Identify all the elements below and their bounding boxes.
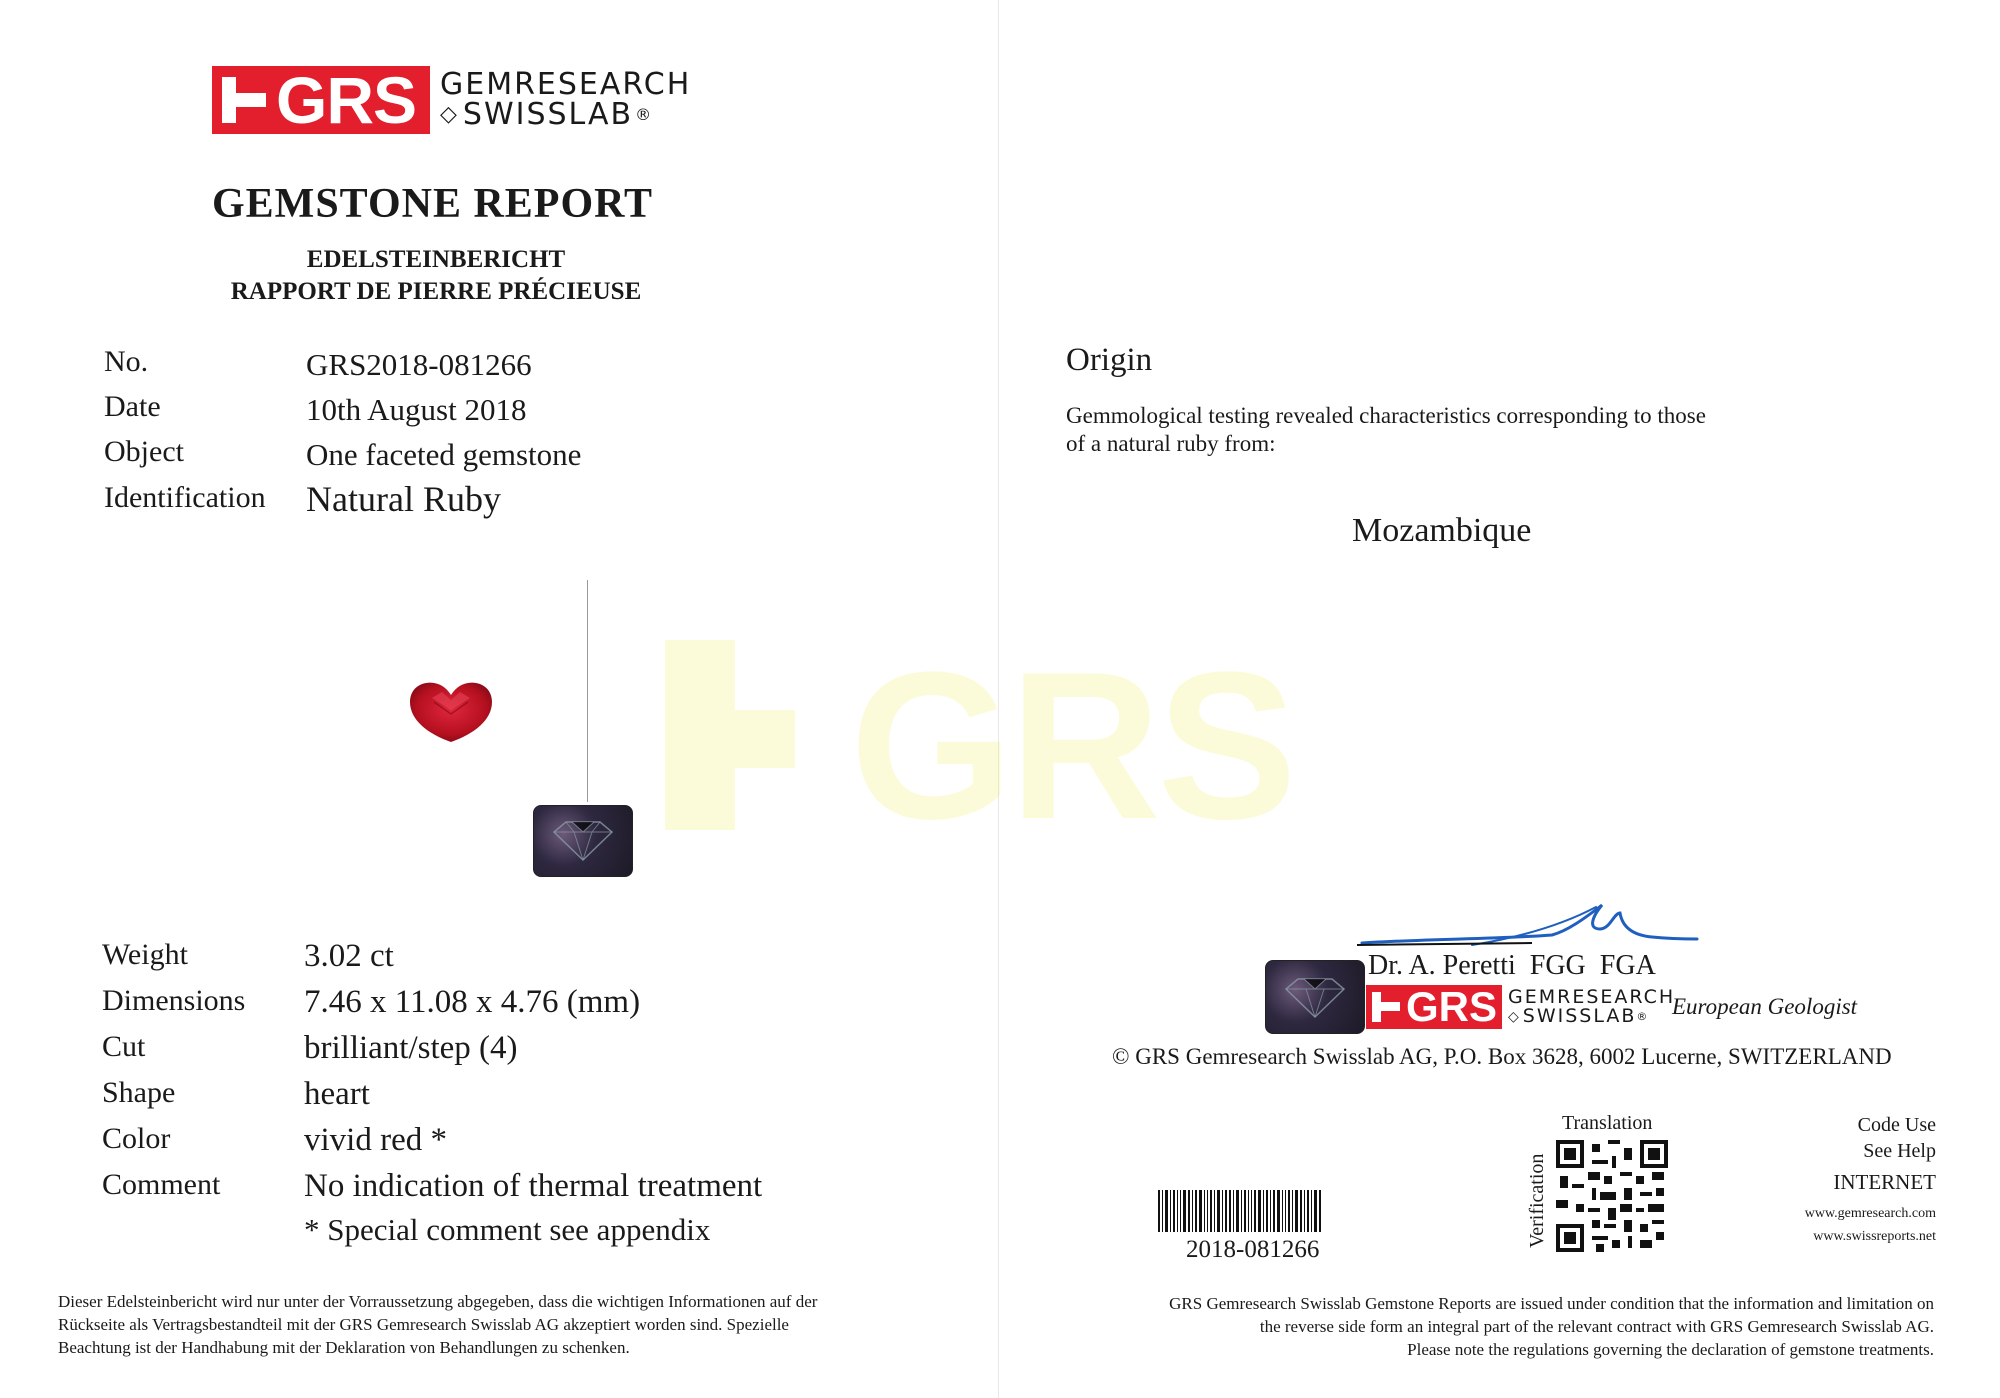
logo-line1-small: GEMRESEARCH — [1508, 986, 1676, 1008]
spec-value-shape: heart — [304, 1076, 370, 1112]
spec-label-dimensions: Dimensions — [102, 984, 246, 1017]
special-comment-note: * Special comment see appendix — [304, 1212, 711, 1247]
spec-label-comment: Comment — [102, 1168, 221, 1201]
code-use-label: Code Use — [1857, 1114, 1936, 1136]
subtitle-fr: RAPPORT DE PIERRE PRÉCIEUSE — [230, 278, 642, 305]
watermark-text: GRS — [850, 628, 1294, 863]
origin-text-line: of a natural ruby from: — [1066, 431, 1276, 456]
qr-side-label: Verification — [1526, 1153, 1548, 1248]
disclaimer-de-line: Beachtung ist der Handhabung mit der Deklaration von Behandlungen zu schenken. — [58, 1338, 630, 1357]
company-address: © GRS Gemresearch Swisslab AG, P.O. Box 3628, 6002 Lucerne, SWITZERLAND — [1112, 1044, 1892, 1069]
detail-label-object: Object — [104, 435, 184, 468]
hologram-seal-right — [1265, 960, 1365, 1034]
logo-line2: SWISSLAB — [462, 97, 634, 132]
detail-label-no: No. — [104, 345, 149, 378]
website-link-swissreports[interactable]: www.swissreports.net — [1813, 1229, 1936, 1244]
logo-line1: GEMRESEARCH — [440, 67, 692, 102]
disclaimer-en-line: the reverse side form an integral part of the relevant contract with GRS Gemresearch Swisslab AG. — [1259, 1317, 1934, 1336]
logo-wordmark-small — [1508, 988, 1675, 1026]
grs-watermark — [665, 628, 1294, 863]
grs-logo-box — [212, 63, 430, 137]
signatory-name: Dr. A. Peretti FGG FGA — [1368, 950, 1656, 981]
spec-value-weight: 3.02 ct — [304, 938, 394, 974]
spec-label-weight: Weight — [102, 938, 188, 971]
barcode-image — [1158, 1190, 1323, 1232]
logo-brand-small: GRS — [1406, 983, 1498, 1030]
see-help-label: See Help — [1863, 1140, 1936, 1162]
origin-text-line: Gemmological testing revealed characteristics corresponding to those — [1066, 403, 1706, 428]
qr-code-image — [1556, 1140, 1668, 1252]
ruby-heart-image — [408, 680, 494, 744]
code-info — [1780, 1112, 1936, 1164]
hologram-diamond-icon — [534, 806, 632, 876]
grs-logo-small-box — [1366, 985, 1502, 1029]
photo-pointer-line — [587, 580, 588, 802]
website-links — [1726, 1202, 1936, 1248]
detail-label-identification: Identification — [104, 481, 266, 514]
qr-top-label: Translation — [1562, 1112, 1653, 1134]
grs-logo-small — [1366, 985, 1675, 1029]
spec-value-dimensions: 7.46 x 11.08 x 4.76 (mm) — [304, 984, 641, 1020]
swiss-cross-icon — [222, 77, 270, 123]
spec-label-color: Color — [102, 1122, 171, 1155]
website-link-gemresearch[interactable]: www.gemresearch.com — [1804, 1206, 1936, 1221]
internet-label: INTERNET — [1833, 1170, 1936, 1194]
subtitle-de: EDELSTEINBERICHT — [306, 246, 566, 273]
page-title: GEMSTONE REPORT — [212, 181, 653, 227]
spec-label-cut: Cut — [102, 1030, 146, 1063]
disclaimer-de-line: Rückseite als Vertragsbestandteil mit der GRS Gemresearch Swisslab AG akzeptiert worden sind. Spezielle — [58, 1315, 789, 1334]
logo-reg: ® — [635, 105, 654, 124]
disclaimer-de-line: Dieser Edelsteinbericht wird nur unter der Vorraussetzung abgegeben, dass die wichtigen Informationen auf der — [58, 1292, 818, 1311]
signatory-title: European Geologist — [1672, 994, 1858, 1019]
signature-image — [1352, 895, 1702, 951]
grs-logo — [212, 63, 692, 137]
diamond-icon: ◇ — [1508, 1008, 1521, 1025]
hologram-diamond-icon — [1266, 961, 1364, 1033]
detail-label-date: Date — [104, 390, 161, 423]
disclaimer-en — [1060, 1292, 1934, 1361]
hologram-seal — [533, 805, 633, 877]
logo-brand: GRS — [276, 63, 417, 137]
logo-line2-small: SWISSLAB — [1522, 1005, 1637, 1027]
detail-value-date: 10th August 2018 — [306, 392, 527, 427]
logo-reg-small: ® — [1636, 1010, 1650, 1023]
origin-country: Mozambique — [1352, 512, 1532, 549]
disclaimer-en-line: GRS Gemresearch Swisslab Gemstone Reports are issued under condition that the information and limitation on — [1169, 1294, 1934, 1313]
diamond-icon: ◇ — [440, 102, 459, 127]
origin-text — [1066, 402, 1706, 458]
disclaimer-en-line: Please note the regulations governing the declaration of gemstone treatments. — [1407, 1340, 1934, 1359]
spec-value-color: vivid red * — [304, 1122, 447, 1158]
disclaimer-de — [58, 1290, 938, 1359]
detail-value-object: One faceted gemstone — [306, 437, 582, 472]
logo-wordmark — [440, 67, 692, 132]
spec-value-comment: No indication of thermal treatment — [304, 1168, 763, 1204]
detail-value-identification: Natural Ruby — [306, 479, 501, 519]
origin-heading: Origin — [1066, 342, 1153, 378]
spec-label-shape: Shape — [102, 1076, 176, 1109]
spec-value-cut: brilliant/step (4) — [304, 1030, 518, 1066]
detail-value-no: GRS2018-081266 — [306, 347, 532, 382]
barcode-number: 2018-081266 — [1186, 1236, 1320, 1263]
swiss-cross-icon — [1372, 992, 1402, 1022]
